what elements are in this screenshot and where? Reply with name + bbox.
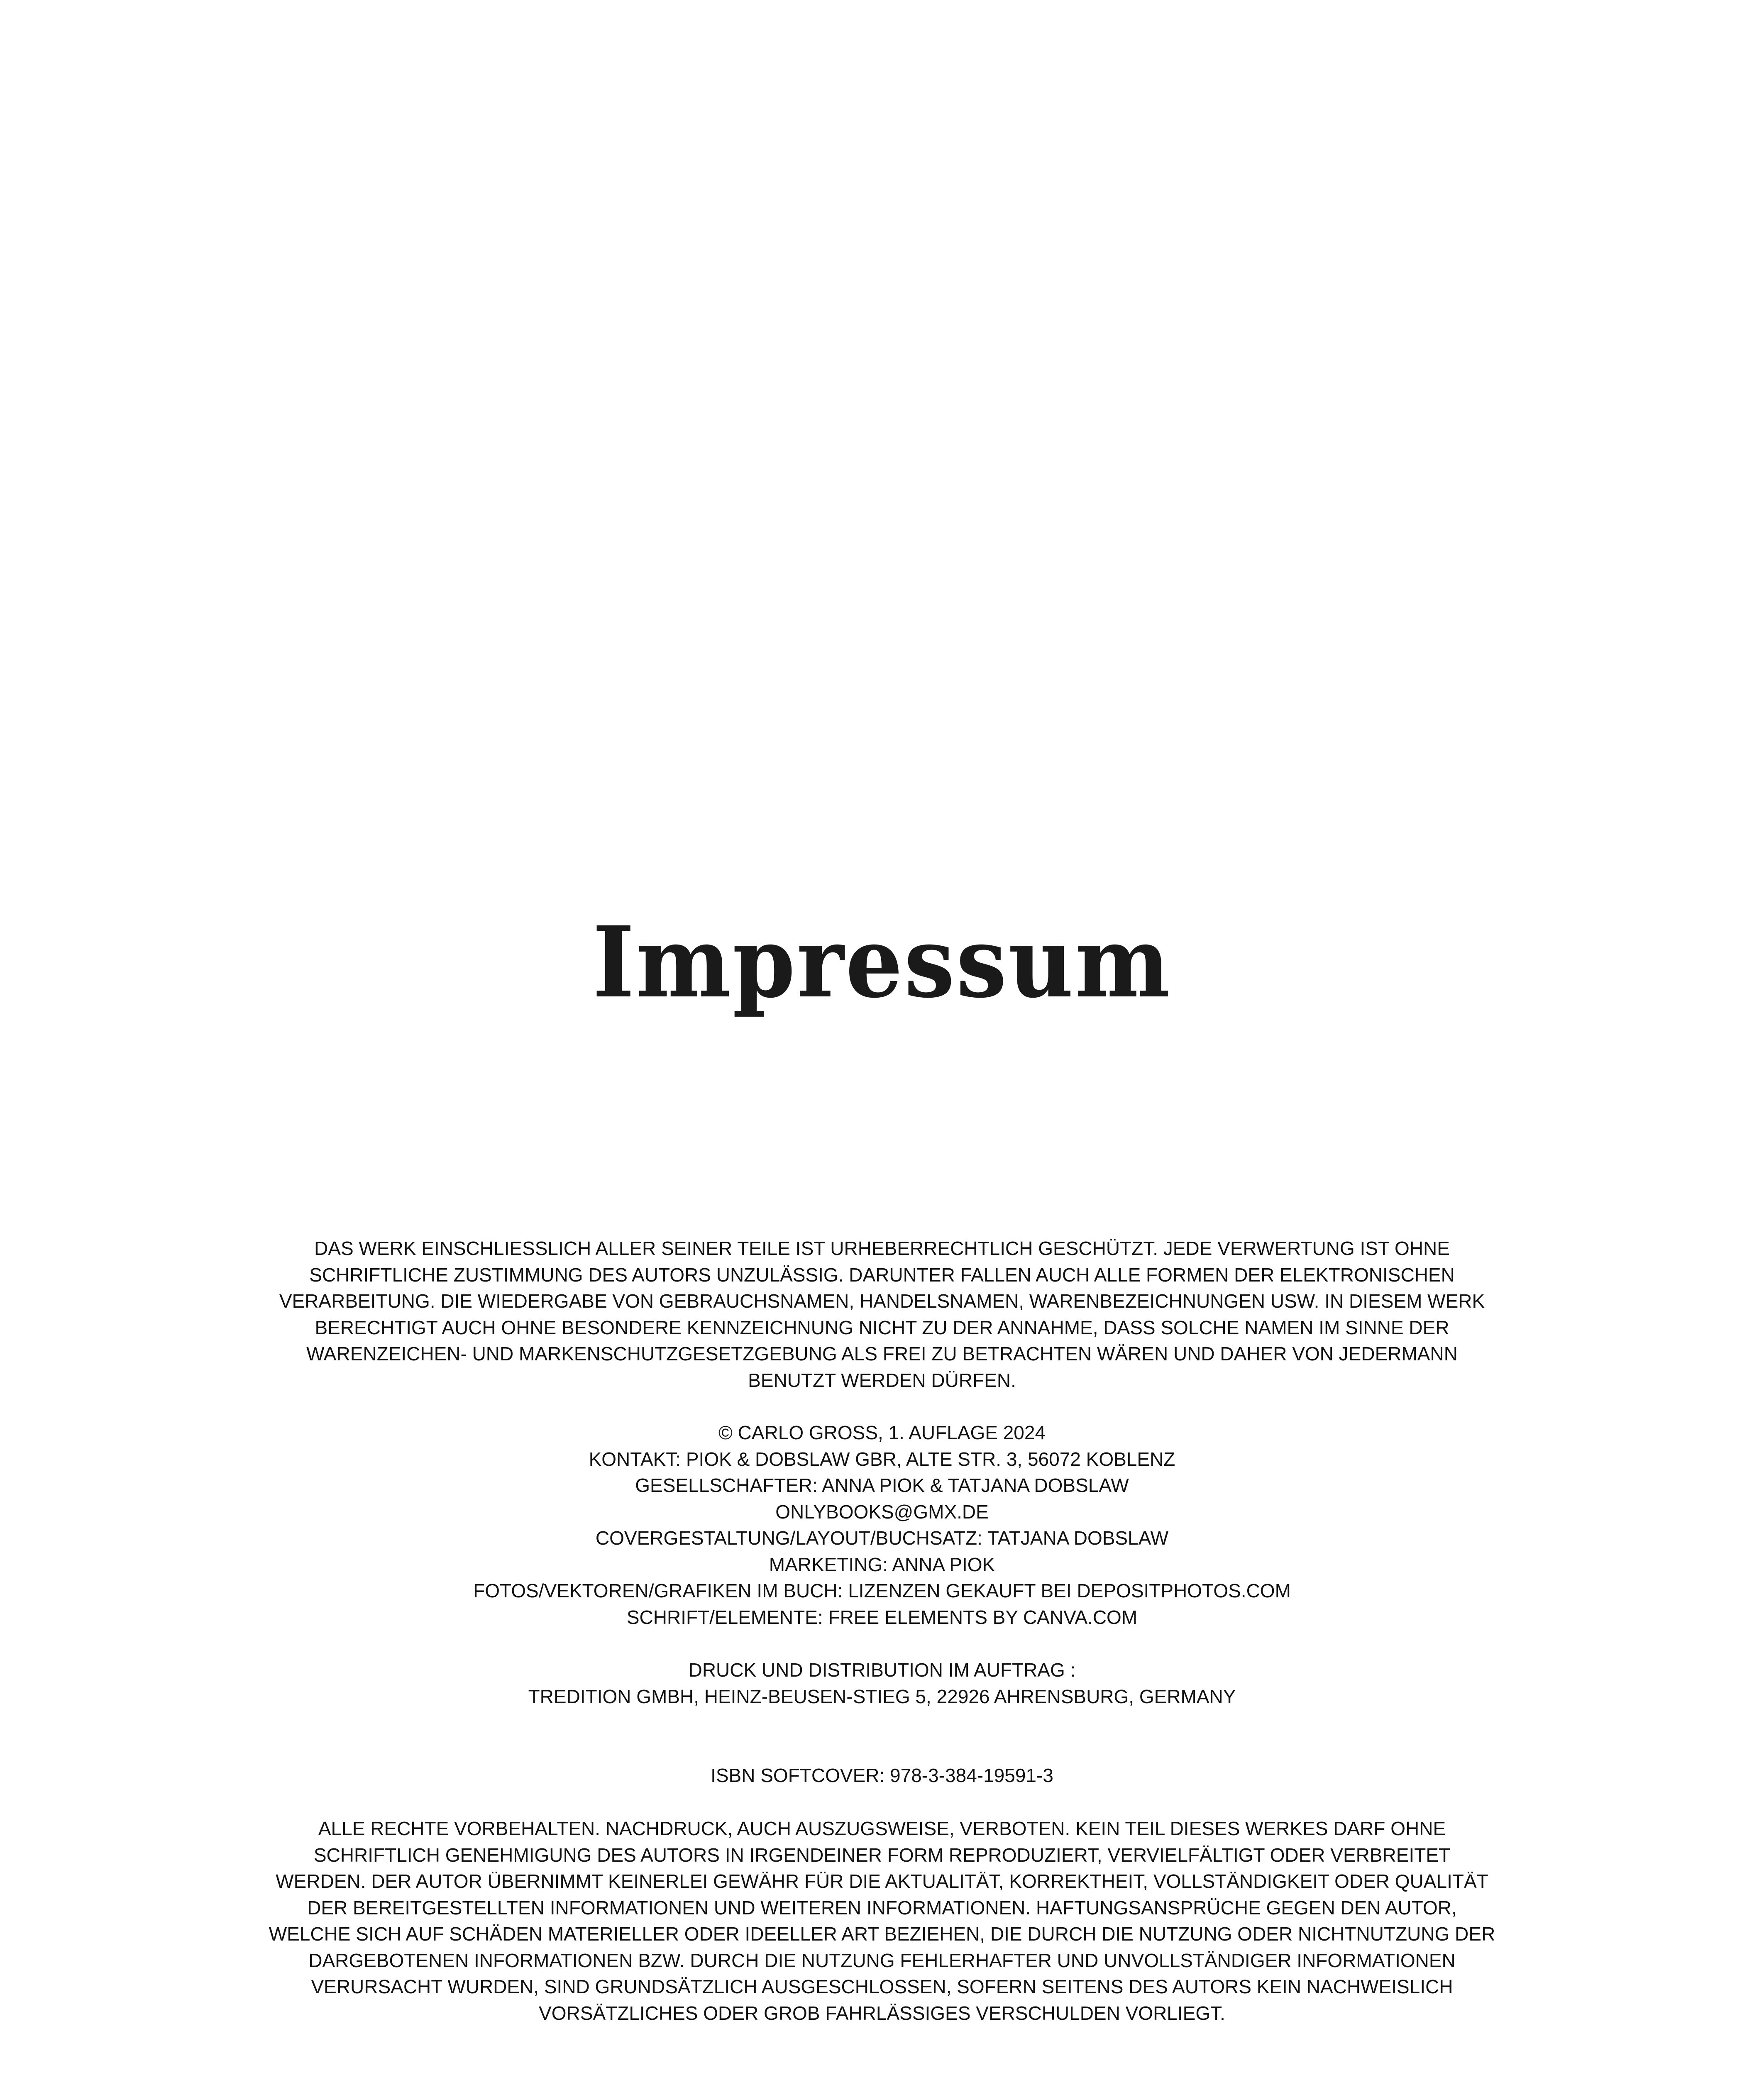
copyright-notice-line: SCHRIFTLICHE ZUSTIMMUNG DES AUTORS UNZULÄSSIG. DARUNTER FALLEN AUCH ALLE FORMEN DER ELEKTRONISCHEN (309, 1264, 1455, 1286)
partners-line: GESELLSCHAFTER: ANNA PIOK & TATJANA DOBSLAW (635, 1474, 1129, 1496)
print-heading: DRUCK UND DISTRIBUTION IM AUFTRAG : (688, 1659, 1076, 1681)
page-title: Impressum (592, 905, 1172, 1020)
edition-line: © CARLO GROSS, 1. AUFLAGE 2024 (718, 1422, 1046, 1443)
copyright-notice-line: VERARBEITUNG. DIE WIEDERGABE VON GEBRAUCHSNAMEN, HANDELSNAMEN, WARENBEZEICHNUNGEN USW. IN DIESEM WERK (279, 1290, 1485, 1312)
isbn (0, 1763, 1764, 1789)
copyright-notice-line: BENUTZT WERDEN DÜRFEN. (748, 1369, 1016, 1391)
images-credit-line: FOTOS/VEKTOREN/GRAFIKEN IM BUCH: LIZENZEN GEKAUFT BEI DEPOSITPHOTOS.COM (473, 1580, 1291, 1601)
rights-line: DARGEBOTENEN INFORMATIONEN BZW. DURCH DIE NUTZUNG FEHLERHAFTER UND UNVOLLSTÄNDIGER INFORMATIONEN (308, 1949, 1456, 1971)
rights-line: DER BEREITGESTELLTEN INFORMATIONEN UND WEITEREN INFORMATIONEN. HAFTUNGSANSPRÜCHE GEGEN DEN AUTOR, (307, 1897, 1457, 1919)
imprint-details (0, 1420, 1764, 1631)
rights-line: VERURSACHT WURDEN, SIND GRUNDSÄTZLICH AUSGESCHLOSSEN, SOFERN SEITENS DES AUTORS KEIN NACHWEISLICH (311, 1976, 1453, 1997)
marketing-credit-line: MARKETING: ANNA PIOK (769, 1553, 995, 1575)
rights-reserved (0, 1816, 1764, 2026)
copyright-notice (0, 1235, 1764, 1394)
copyright-notice-line: WARENZEICHEN- UND MARKENSCHUTZGESETZGEBUNG ALS FREI ZU BETRACHTEN WÄREN UND DAHER VON JEDERMANN (306, 1343, 1458, 1365)
rights-line: SCHRIFTLICH GENEHMIGUNG DES AUTORS IN IRGENDEINER FORM REPRODUZIERT, VERVIELFÄLTIGT ODER VERBREITET (313, 1844, 1451, 1866)
fonts-credit-line: SCHRIFT/ELEMENTE: FREE ELEMENTS BY CANVA.COM (626, 1606, 1138, 1628)
email-line: ONLYBOOKS@GMX.DE (775, 1501, 989, 1523)
rights-line: WELCHE SICH AUF SCHÄDEN MATERIELLER ODER IDEELLER ART BEZIEHEN, DIE DURCH DIE NUTZUNG ODER NICHTNUTZUNG DER (269, 1923, 1495, 1945)
copyright-notice-line: DAS WERK EINSCHLIESSLICH ALLER SEINER TEILE IST URHEBERRECHTLICH GESCHÜTZT. JEDE VERWERTUNG IST OHNE (314, 1238, 1450, 1259)
print-address: TREDITION GMBH, HEINZ-BEUSEN-STIEG 5, 22926 AHRENSBURG, GERMANY (528, 1685, 1236, 1707)
rights-line: VORSÄTZLICHES ODER GROB FAHRLÄSSIGES VERSCHULDEN VORLIEGT. (539, 2002, 1225, 2024)
rights-line: WERDEN. DER AUTOR ÜBERNIMMT KEINERLEI GEWÄHR FÜR DIE AKTUALITÄT, KORREKTHEIT, VOLLSTÄNDIGKEIT ODER QUALITÄT (276, 1870, 1488, 1892)
design-credit-line: COVERGESTALTUNG/LAYOUT/BUCHSATZ: TATJANA DOBSLAW (595, 1527, 1169, 1549)
print-distribution (0, 1657, 1764, 1710)
copyright-notice-line: BERECHTIGT AUCH OHNE BESONDERE KENNZEICHNUNG NICHT ZU DER ANNAHME, DASS SOLCHE NAMEN IM SINNE DER (315, 1316, 1449, 1338)
isbn-line: ISBN SOFTCOVER: 978-3-384-19591-3 (711, 1765, 1053, 1786)
contact-line: KONTAKT: PIOK & DOBSLAW GBR, ALTE STR. 3, 56072 KOBLENZ (589, 1448, 1175, 1470)
rights-line: ALLE RECHTE VORBEHALTEN. NACHDRUCK, AUCH AUSZUGSWEISE, VERBOTEN. KEIN TEIL DIESES WERKES DARF OHNE (318, 1818, 1446, 1839)
